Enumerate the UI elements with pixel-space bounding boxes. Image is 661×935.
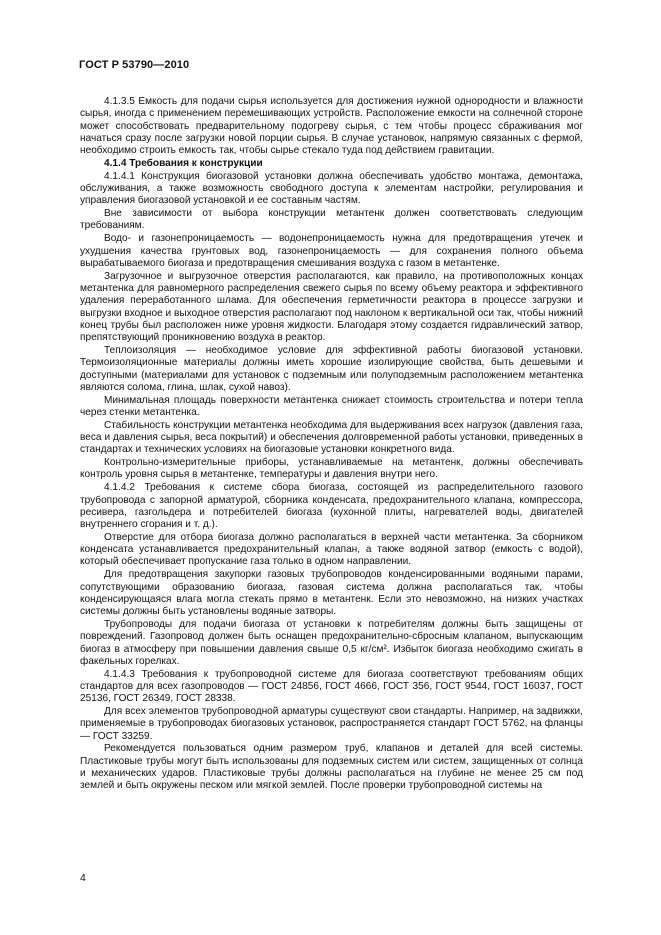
paragraph: 4.1.4.2 Требования к системе сбора биогаза, состоящей из распределительного газового трубопровода с запорной арматурой, сборника конденсата, предохранительного клапана, компрессора, ресивера, газгольдера и потребителей биогаза (кухонной плиты, нагревателей воды, двигателей внутреннего сгорания и т. д.). xyxy=(80,482,583,531)
paragraph: Рекомендуется пользоваться одним размером труб, клапанов и деталей для всей системы. Пластиковые трубы могут быть использованы для подземных систем или систем, защищенных от солнца и механических ударов. Пластиковые трубы должны располагаться на глубине не менее 25 см под землей и быть окружены песком или мягкой землей. После проверки трубопроводной системы на xyxy=(80,743,583,792)
page-number: 4 xyxy=(80,872,86,884)
paragraph: Контрольно-измерительные приборы, устанавливаемые на метантенк, должны обеспечивать контроль уровня сырья в метантенке, температуры и давления внутри него. xyxy=(80,457,583,481)
paragraph: Теплоизоляция — необходимое условие для эффективной работы биогазовой установки. Термоизоляционные материалы должны иметь хорошие изолирующие свойства, быть дешевыми и доступными (материалами для установок с подземным или полуподземным расположением метантенка являются солома, глина, шлак, сухой навоз). xyxy=(80,344,583,393)
paragraph: Отверстие для отбора биогаза должно располагаться в верхней части метантенка. За сборником конденсата устанавливается предохранительный клапан, а также водяной затвор (емкость с водой), который обеспечивает пропускание газа только в одном направлении. xyxy=(80,531,583,568)
paragraph: 4.1.3.5 Емкость для подачи сырья используется для достижения нужной однородности и влажности сырья, иногда с применением перемешивающих устройств. Расположение емкости на солнечной стороне может способствовать предварительному подогреву сырья, с тем чтобы процесс сбраживания мог начаться сразу после загрузки новой порции сырья. В случае установок, напрямую связанных с фермой, необходимо строить емкость так, чтобы сырье стекало туда под действием гравитации. xyxy=(80,96,583,157)
paragraph: 4.1.4.3 Требования к трубопроводной системе для биогаза соответствуют требованиям общих стандартов для всех газопроводов — ГОСТ 24856, ГОСТ 4666, ГОСТ 356, ГОСТ 9544, ГОСТ 16037, ГОСТ 25136, ГОСТ 26349, ГОСТ 28338. xyxy=(80,668,583,705)
paragraph: Минимальная площадь поверхности метантенка снижает стоимость строительства и потери тепла через стенки метантенка. xyxy=(80,394,583,418)
paragraph: Вне зависимости от выбора конструкции метантенк должен соответствовать следующим требованиям. xyxy=(80,208,583,232)
paragraph: Для предотвращения закупорки газовых трубопроводов конденсированными водяными парами, сопутствующими образованию биогаза, газовая система должна располагаться так, чтобы конденсирующаяся влага могла стекать прямо в метантенк. Если это невозможно, на низких участках системы должны быть установлены водяные затворы. xyxy=(80,569,583,618)
section-heading: 4.1.4 Требования к конструкции xyxy=(104,157,263,169)
paragraph: Водо- и газонепроницаемость — водонепроницаемость нужна для предотвращения утечек и ухудшения качества грунтовых вод, газонепроницаемость — для сохранения полного объема вырабатываемого биогаза и предотвращения смешивания воздуха с газом в метантенке. xyxy=(80,233,583,269)
paragraph: Загрузочное и выгрузочное отверстия располагаются, как правило, на противоположных концах метантенка для равномерного распределения свежего сырья по всему объему реактора и эффективного удаления переработанного шлама. Для обеспечения герметичности реактора в процессе загрузки и выгрузки входное и выходное отверстия располагают под наклоном к вертикальной оси так, чтобы нижний конец трубы был расположен ниже уровня жидкости. Благодаря этому создается гидравлический затвор, препятствующий проникновению воздуха в реактор. xyxy=(80,270,583,344)
standard-header: ГОСТ Р 53790—2010 xyxy=(79,59,190,71)
paragraph: Трубопроводы для подачи биогаза от установки к потребителям должны быть защищены от повреждений. Газопровод должен быть оснащен предохранительно-сбросным клапаном, выпускающим биогаз в атмосферу при повышении давления свыше 0,5 кг/см². Избыток биогаза необходимо сжигать в факельных горелках. xyxy=(80,618,583,667)
document-body xyxy=(80,96,583,793)
paragraph: 4.1.4.1 Конструкция биогазовой установки должна обеспечивать удобство монтажа, демонтажа, обслуживания, а также возможность свободного доступа к элементам настройки, регулирования и управления биогазовой установкой и ее составным частям. xyxy=(80,170,583,207)
paragraph: Стабильность конструкции метантенка необходима для выдерживания всех нагрузок (давления газа, веса и давления сырья, веса покрытий) и обеспечения долговременной работы установки, приведенных в стандартах и технических условиях на биогазовые установки конкретного вида. xyxy=(80,419,583,456)
paragraph: Для всех элементов трубопроводной арматуры существуют свои стандарты. Например, на задвижки, применяемые в трубопроводах биогазовых установок, распространяется стандарт ГОСТ 5762, на фланцы — ГОСТ 33259. xyxy=(80,706,583,742)
